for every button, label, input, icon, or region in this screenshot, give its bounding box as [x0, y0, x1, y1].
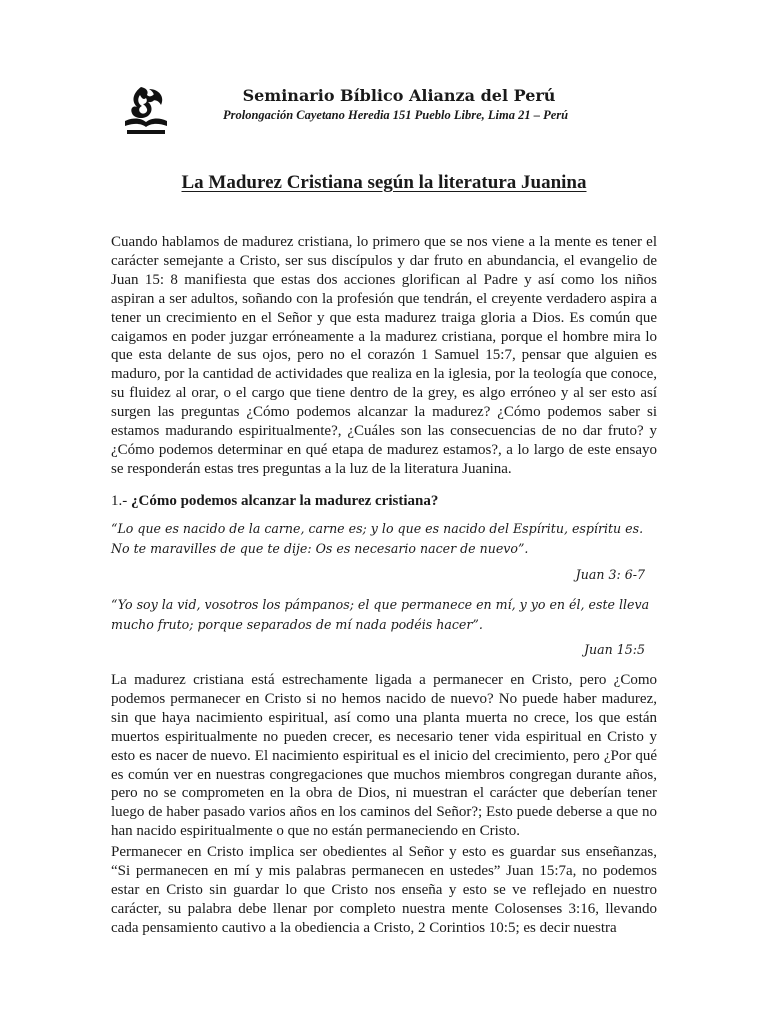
scripture-reference: Juan 3: 6-7	[575, 567, 645, 582]
section-heading-text: ¿Cómo podemos alcanzar la madurez cristiana?	[131, 493, 439, 509]
body-paragraph: Permanecer en Cristo implica ser obedientes al Señor y esto es guardar sus enseñanzas, “Si permanecen en mí y mis palabras permanecen en ustedes” Juan 15:7a, no podemos estar en Cristo sin guardar lo que Cristo nos enseña y esto se ve reflejado en nuestro carácter, su palabra debe llenar por completo nuestra mente Colosenses 3:16, llevando cada pensamiento cautivo a la obediencia a Cristo, 2 Corintios 10:5; es decir nuestra	[111, 844, 657, 936]
institution-name: Seminario Bíblico Alianza del Perú	[242, 86, 556, 105]
document-title-text: La Madurez Cristiana según la literatura Juanina	[181, 172, 587, 193]
scripture-reference: Juan 15:5	[583, 642, 645, 657]
institution-address: Prolongación Cayetano Heredia 151 Pueblo Libre, Lima 21 – Perú	[223, 108, 569, 122]
body-paragraph: La madurez cristiana está estrechamente ligada a permanecer en Cristo, pero ¿Como podemos permanecer en Cristo si no hemos nacido de nuevo? No puede haber madurez, sin que haya nacimiento espiritual, así como una planta muerta no crece, los que están muertos espiritualmente no pueden crecer, es necesario tener vida espiritual en Cristo y esto es nacer de nuevo. El nacimiento espiritual es el inicio del crecimiento, pero ¿Por qué es común ver en nuestras congregaciones que muchos miembros congregan durante años, pero no se comprometen en la obra de Dios, ni muestran el carácter que deberían tener luego de haber pasado varios años en los caminos del Señor?; Esto puede deberse a que no han nacido espiritualmente o que no están permaneciendo en Cristo.	[111, 672, 657, 840]
document-title	[0, 172, 768, 194]
section-number: 1.-	[111, 493, 131, 509]
scripture-quote: “Lo que es nacido de la carne, carne es; y lo que es nacido del Espíritu, espíritu es. No te maravilles de que te dije: Os es necesario nacer de nuevo”.	[111, 521, 644, 556]
section-heading	[111, 493, 438, 510]
intro-paragraph: Cuando hablamos de madurez cristiana, lo primero que se nos viene a la mente es tener el carácter semejante a Cristo, ser sus discípulos y dar fruto en abundancia, el evangelio de Juan 15: 8 manifiesta que estas dos acciones glorifican al Padre y así como los niños aspiran a ser adultos, soñando con la profesión que tendrán, el creyente verdadero aspira a tener un crecimiento en el Señor y que esta madurez traiga gloria a Dios. Es común que caigamos en poder juzgar erróneamente a la madurez cristiana, porque el hombre mira lo que esta delante de sus ojos, pero no el corazón 1 Samuel 15:7, pensar que alguien es maduro, por la cantidad de actividades que realiza en la iglesia, por la teología que conoce, su fluidez al orar, o el cargo que tiene dentro de la grey, es algo erróneo y al ser esto así surgen las preguntas ¿Cómo podemos alcanzar la madurez? ¿Cómo podemos saber si estamos madurando espiritualmente?, ¿Cuáles son las consecuencias de no dar fruto? y ¿Cómo podemos determinar en qué etapa de madurez estamos?, a lo largo de este ensayo se responderán estas tres preguntas a la luz de la literatura Juanina.	[111, 234, 657, 477]
scripture-quote: “Yo soy la vid, vosotros los pámpanos; el que permanece en mí, y yo en él, este lleva mucho fruto; porque separados de mí nada podéis hacer”.	[111, 597, 650, 632]
